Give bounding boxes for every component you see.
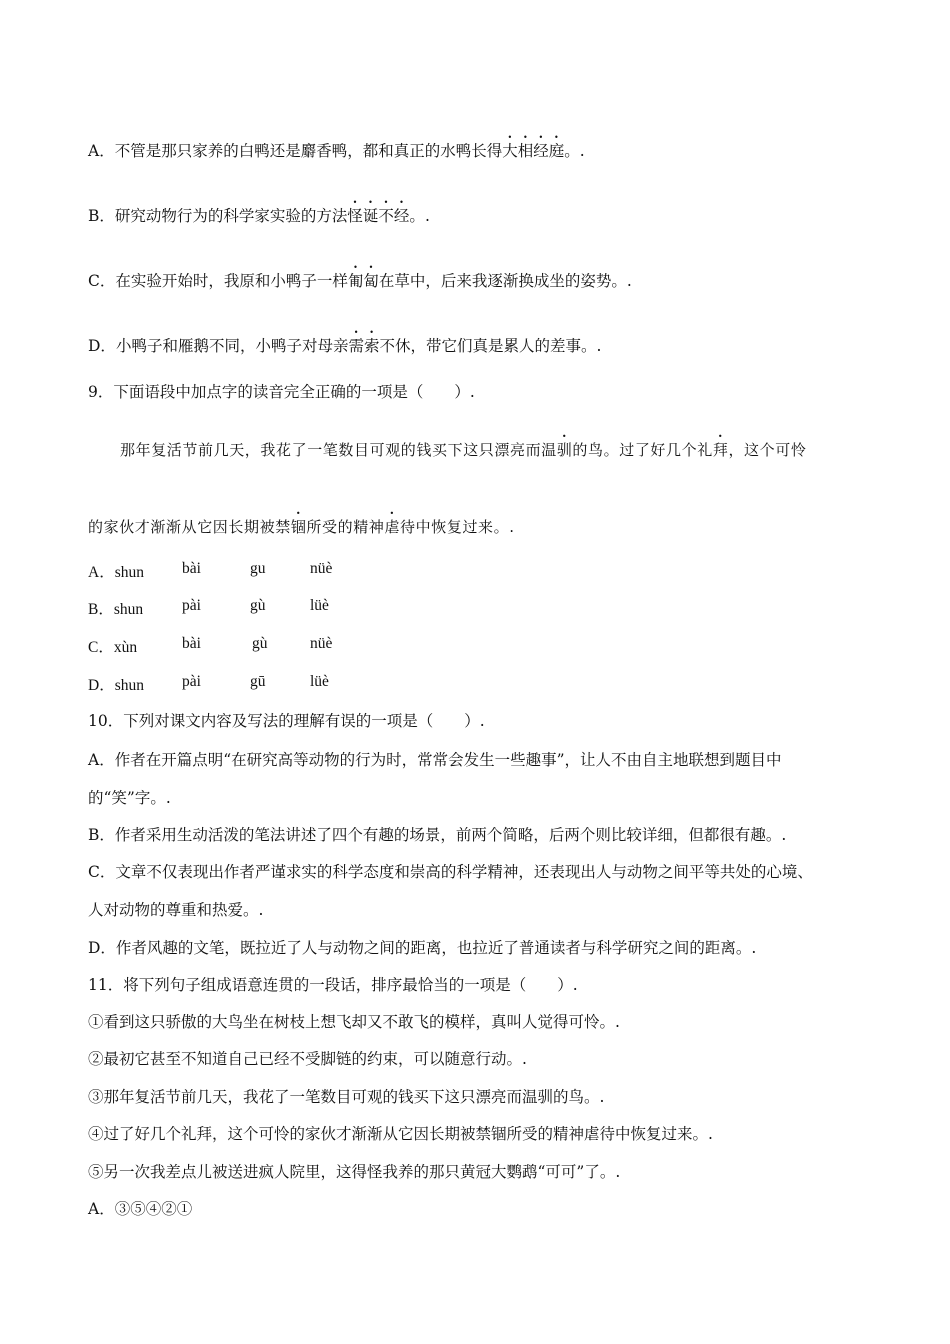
q10-option-a-line2: 的“笑”字。.: [88, 789, 171, 807]
dotted-word: 怪诞不经: [347, 207, 410, 225]
dotted-word: 匍匐: [347, 272, 379, 290]
q11-sentence-1: ①看到这只骄傲的大鸟坐在树枝上想飞却又不敢飞的模样，真叫人觉得可怜。.: [88, 1013, 620, 1031]
q8-option-b[interactable]: B．研究动物行为的科学家实验的方法怪诞不经。.: [88, 207, 430, 225]
q11-option-a[interactable]: A．③⑤④②①: [88, 1200, 193, 1218]
q10-option-d[interactable]: D．作者风趣的文笔，既拉近了人与动物之间的距离，也拉近了普通读者与科学研究之间的距离。.: [88, 939, 757, 957]
q11-stem: 11．将下列句子组成语意连贯的一段话，排序最恰当的一项是（ ）.: [88, 976, 578, 994]
dotted-char: 锢: [290, 518, 307, 536]
q10-option-c-line1[interactable]: C．文章不仅表现出作者严谨求实的科学态度和崇高的科学精神，还表现出人与动物之间平等共处的心境、: [88, 863, 813, 881]
dotted-word: 大相经庭: [502, 142, 565, 160]
q9-passage-line2: 的家伙才渐渐从它因长期被禁锢所受的精神虐待中恢复过来。.: [88, 518, 515, 536]
dotted-char: 拜: [712, 441, 729, 459]
q8-option-d[interactable]: D．小鸭子和雁鹅不同，小鸭子对母亲需索不休，带它们真是累人的差事。.: [88, 337, 602, 355]
q10-option-c-line2: 人对动物的尊重和热爱。.: [88, 901, 264, 919]
q11-sentence-3: ③那年复活节前几天，我花了一笔数目可观的钱买下这只漂亮而温驯的鸟。.: [88, 1088, 605, 1106]
q10-stem: 10．下列对课文内容及写法的理解有误的一项是（ ）.: [88, 712, 485, 730]
q8-option-c[interactable]: C．在实验开始时，我原和小鸭子一样匍匐在草中，后来我逐渐换成坐的姿势。.: [88, 272, 632, 290]
q11-sentence-2: ②最初它甚至不知道自己已经不受脚链的约束，可以随意行动。.: [88, 1050, 527, 1068]
dotted-char: 虐: [384, 518, 401, 536]
dotted-char: 驯: [556, 441, 573, 459]
q10-option-a-line1[interactable]: A．作者在开篇点明“在研究高等动物的行为时，常常会发生一些趣事”，让人不由自主地联想到题目中: [88, 751, 782, 769]
q9-stem: 9．下面语段中加点字的读音完全正确的一项是（ ）.: [88, 383, 475, 401]
document-page: A．不管是那只家养的白鸭还是麝香鸭，都和真正的水鸭长得大相经庭。. B．研究动物行为的科学家实验的方法怪诞不经。. C．在实验开始时，我原和小鸭子一样匍匐在草中，后来我逐渐换成坐的姿势。. D．小鸭子和雁鹅不同，小鸭子对母亲需索不休，带它们真是累人的差事。. 9．下面语段中加点字的读音完全正确的一项是（ ）. 那年复活节前几天，我花了一笔数目可观的钱买下这只漂亮而温驯的鸟。过了好几个礼拜，这个可怜 的家伙才渐渐从它因长期被禁锢所受的精神虐待中恢复过来。. A．shun bài gu nüè B．shun pài gù lüè C．xùn bài gù nüè D．shun pài gū lüè 10．下列对课文内容及写法的理解有误的一项是（ ）. A．作者在开篇点明“在研究高等动物的行为时，常常会发生一些趣事”，让人不由自主地联想到题目中 的“笑”字。. B．作者采用生动活泼的笔法讲述了四个有趣的场景，前两个简略，后两个则比较详细，但都很有趣。. C．文章不仅表现出作者严谨求实的科学态度和崇高的科学精神，还表现出人与动物之间平等共处的心境、 人对动物的尊重和热爱。. D．作者风趣的文笔，既拉近了人与动物之间的距离，也拉近了普通读者与科学研究之间的距离。. 11．将下列句子组成语意连贯的一段话，排序最恰当的一项是（ ）. ①看到这只骄傲的大鸟坐在树枝上想飞却又不敢飞的模样，真叫人觉得可怜。. ②最初它甚至不知道自己已经不受脚链的约束，可以随意行动。. ③那年复活节前几天，我花了一笔数目可观的钱买下这只漂亮而温驯的鸟。. ④过了好几个礼拜，这个可怜的家伙才渐渐从它因长期被禁锢所受的精神虐待中恢复过来。. ⑤另一次我差点儿被送进疯人院里，这得怪我养的那只黄冠大鹦鹉“可可”了。. A．③⑤④②①: [0, 0, 950, 1344]
q8-option-a[interactable]: A．不管是那只家养的白鸭还是麝香鸭，都和真正的水鸭长得大相经庭。.: [88, 142, 585, 160]
dotted-word: 需索: [348, 337, 380, 355]
q11-sentence-4: ④过了好几个礼拜，这个可怜的家伙才渐渐从它因长期被禁锢所受的精神虐待中恢复过来。.: [88, 1125, 713, 1143]
q11-sentence-5: ⑤另一次我差点儿被送进疯人院里，这得怪我养的那只黄冠大鹦鹉“可可”了。.: [88, 1163, 621, 1181]
q9-passage-line1: 那年复活节前几天，我花了一笔数目可观的钱买下这只漂亮而温驯的鸟。过了好几个礼拜，这个可怜: [120, 441, 807, 459]
q10-option-b[interactable]: B．作者采用生动活泼的笔法讲述了四个有趣的场景，前两个简略，后两个则比较详细，但都很有趣。.: [88, 826, 787, 844]
